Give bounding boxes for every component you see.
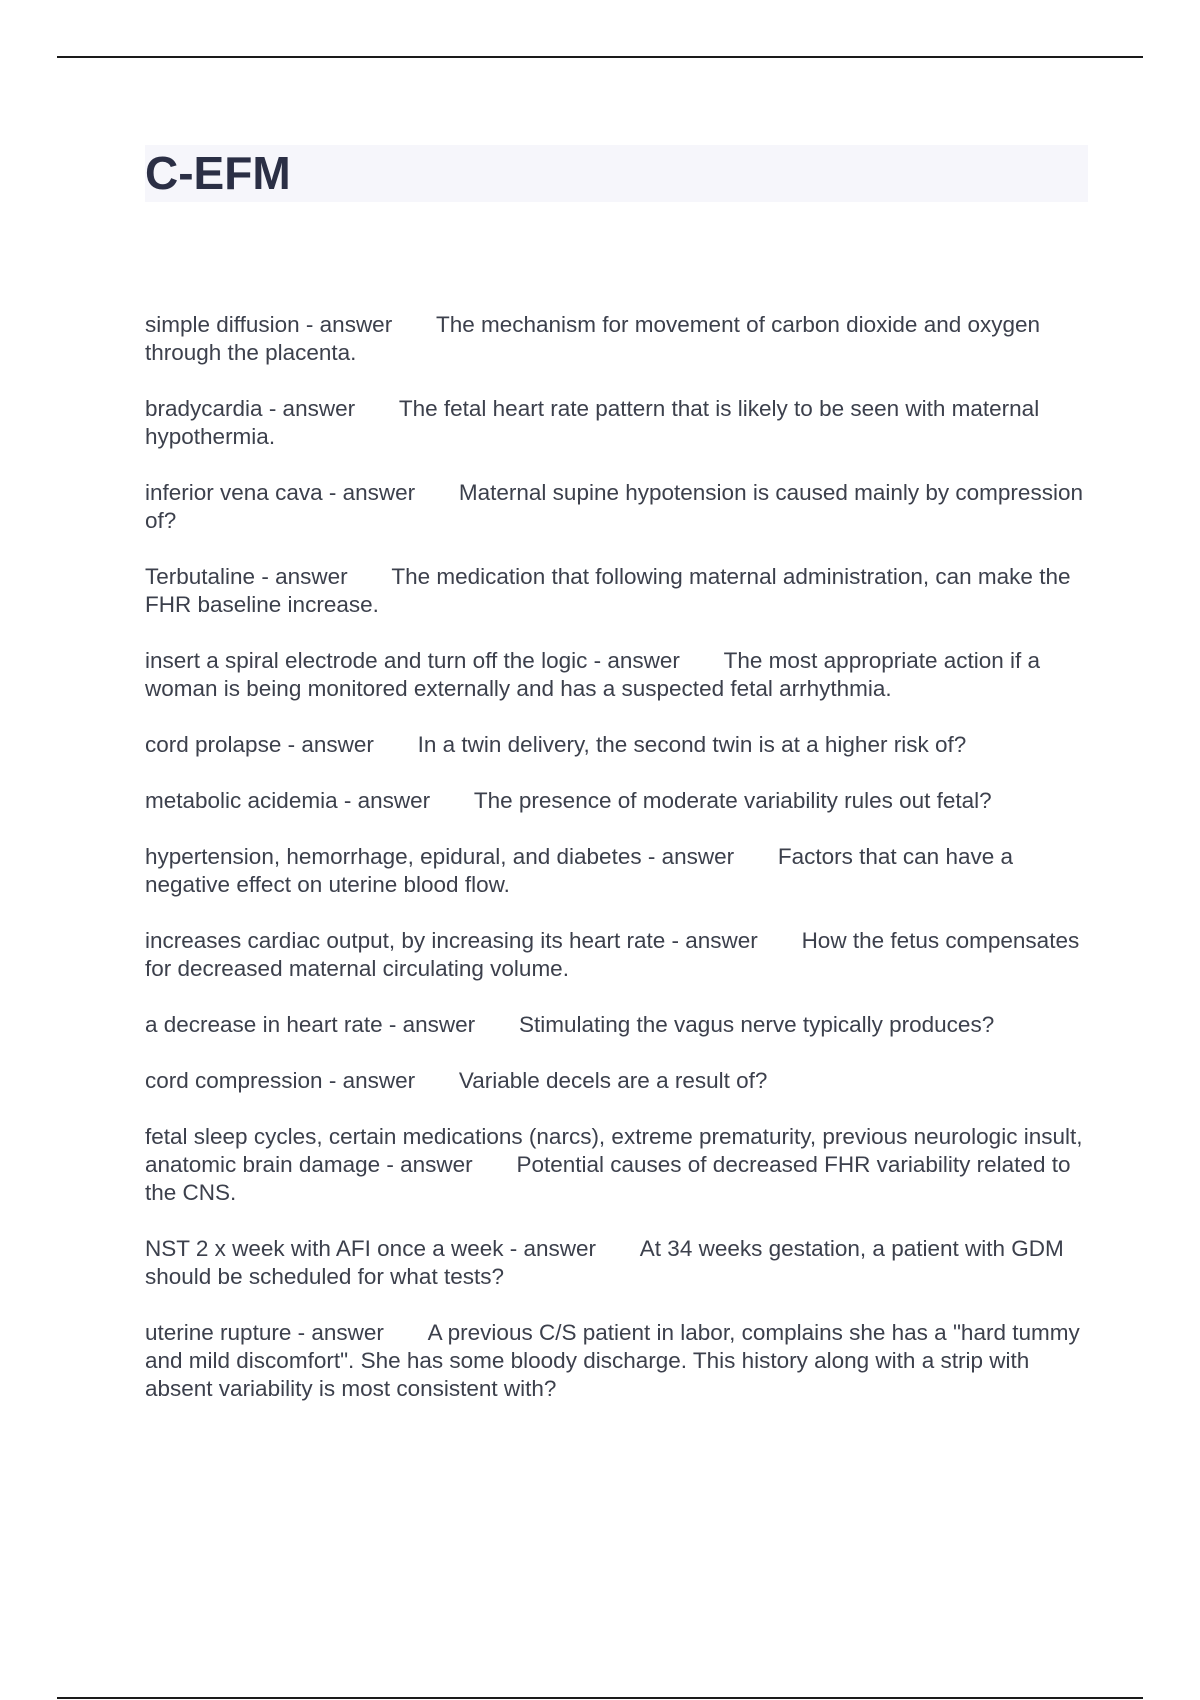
card-term: insert a spiral electrode and turn off the logic - answer xyxy=(145,648,680,673)
flashcard xyxy=(145,563,1088,619)
card-definition: A previous C/S patient in labor, complains she has a "hard tummy and mild discomfort". She has some bloody discharge. This history along with a strip with absent variability is most consistent with? xyxy=(145,1320,1080,1401)
card-term: cord compression - answer xyxy=(145,1068,416,1093)
flashcard xyxy=(145,1319,1088,1403)
flashcard xyxy=(145,1123,1088,1207)
flashcard xyxy=(145,1235,1088,1291)
card-definition: Stimulating the vagus nerve typically produces? xyxy=(518,1012,995,1037)
header-divider xyxy=(57,56,1143,58)
flashcard xyxy=(145,731,1088,759)
card-term: bradycardia - answer xyxy=(145,396,356,421)
card-definition: The mechanism for movement of carbon dioxide and oxygen through the placenta. xyxy=(145,312,1041,365)
card-definition: Factors that can have a negative effect on uterine blood flow. xyxy=(145,844,1014,897)
card-definition: At 34 weeks gestation, a patient with GDM should be scheduled for what tests? xyxy=(145,1236,1064,1289)
card-term: Terbutaline - answer xyxy=(145,564,348,589)
flashcard xyxy=(145,1067,1088,1095)
footer-divider xyxy=(57,1697,1143,1699)
flashcard xyxy=(145,395,1088,451)
card-definition: The medication that following maternal administration, can make the FHR baseline increase. xyxy=(145,564,1071,617)
flashcard-list xyxy=(145,311,1088,1431)
card-term: cord prolapse - answer xyxy=(145,732,374,757)
page-title: C-EFM xyxy=(145,147,291,199)
card-term: a decrease in heart rate - answer xyxy=(145,1012,476,1037)
card-definition: The presence of moderate variability rules out fetal? xyxy=(473,788,992,813)
card-definition: How the fetus compensates for decreased maternal circulating volume. xyxy=(145,928,1080,981)
card-term: simple diffusion - answer xyxy=(145,312,393,337)
flashcard xyxy=(145,479,1088,535)
card-term: fetal sleep cycles, certain medications (narcs), extreme prematurity, previous neurologic insult, anatomic brain damage - answer xyxy=(145,1124,1083,1177)
card-definition: Maternal supine hypotension is caused mainly by compression of? xyxy=(145,480,1083,533)
flashcard xyxy=(145,311,1088,367)
card-term: metabolic acidemia - answer xyxy=(145,788,431,813)
card-definition: The most appropriate action if a woman is being monitored externally and has a suspected fetal arrhythmia. xyxy=(145,648,1041,701)
flashcard xyxy=(145,787,1088,815)
card-definition: The fetal heart rate pattern that is likely to be seen with maternal hypothermia. xyxy=(145,396,1040,449)
card-term: NST 2 x week with AFI once a week - answer xyxy=(145,1236,597,1261)
flashcard xyxy=(145,843,1088,899)
flashcard xyxy=(145,1011,1088,1039)
card-definition: In a twin delivery, the second twin is at a higher risk of? xyxy=(417,732,967,757)
card-term: inferior vena cava - answer xyxy=(145,480,416,505)
card-term: uterine rupture - answer xyxy=(145,1320,384,1345)
flashcard xyxy=(145,647,1088,703)
flashcard xyxy=(145,927,1088,983)
card-definition: Variable decels are a result of? xyxy=(458,1068,768,1093)
card-term: hypertension, hemorrhage, epidural, and diabetes - answer xyxy=(145,844,735,869)
card-definition: Potential causes of decreased FHR variability related to the CNS. xyxy=(145,1152,1071,1205)
card-term: increases cardiac output, by increasing its heart rate - answer xyxy=(145,928,758,953)
